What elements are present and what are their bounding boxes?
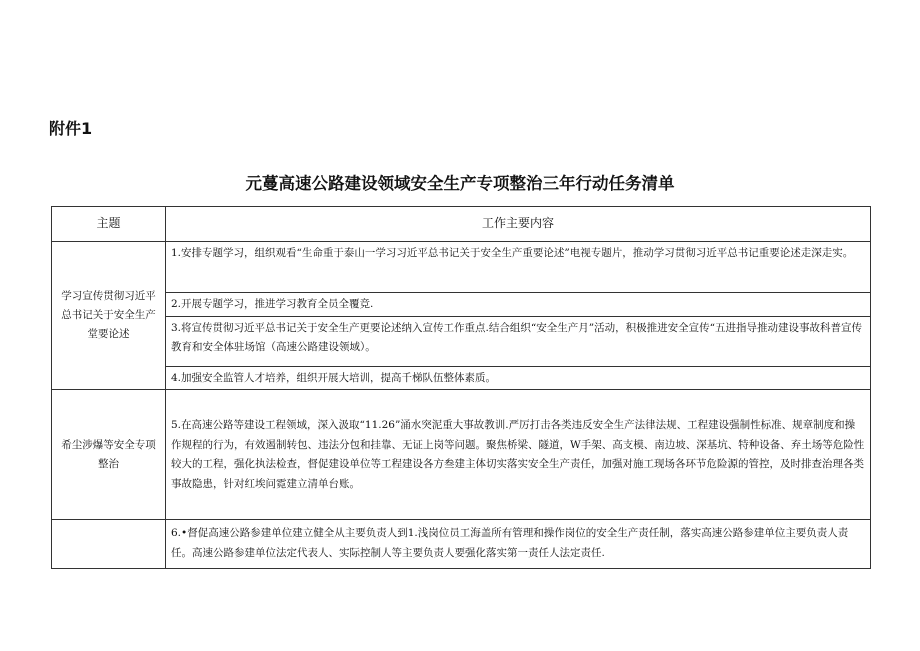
table-header-row	[52, 207, 871, 242]
attachment-label: 附件1	[49, 119, 93, 138]
table-row	[52, 390, 871, 520]
column-header-theme: 主题	[52, 207, 166, 242]
table-row	[52, 520, 871, 569]
task-item: 6.•督促高速公路参建单位建立健全从主要负责人到1.浅岗位员工海盖所有管理和操作岗位的安全生产责任制，落实高速公路参建单位主要负责人责任。高速公路参建单位法定代表人、实际控制人等主要负责人要强化落实第一责任人法定责任.	[166, 520, 871, 569]
table-row	[52, 366, 871, 390]
task-item: 5.在高速公路等建设工程领域，深入汲取“11.26”涌水突泥重大事故教训.严厉打击各类违反安全生产法律法规、工程建设强制性标准、规章制度和操作规程的行为，有效遏制转包、违法分包和挂靠、无证上岗等问题。聚焦桥梁、隧道，W手架、高支模、南边坡、深基坑、特种设备、弃土场等危险性较大的工程，强化执法检查，督促建设单位等工程建设各方叁建主体切实落实安全生产责任，加强对施工现场各环节危险源的管控，及时排查治理各类事故隐患，针对红埃问霓建立清单台账。	[166, 390, 871, 520]
task-item: 4.加强安全监管人才培养，组织开展大培训，提高千梯队伍整体素质。	[166, 366, 871, 390]
task-item: 1.安排专题学习，组织观看“生命重于泰山一学习习近平总书记关于安全生产重要论述”电视专题片，推动学习贯彻习近平总书记重要论述走深走实。	[166, 242, 871, 293]
table-row	[52, 293, 871, 317]
theme-cell: 学习宣传贯彻习近平总书记关于安全生产堂要论述	[52, 242, 166, 390]
document-title: 元蔓高速公路建设领域安全生产专项整治三年行动任务清单	[245, 174, 675, 193]
task-table	[51, 206, 871, 569]
table-row	[52, 316, 871, 366]
task-item: 3.将宣传贯彻习近平总书记关于安全生产更要论述纳入宣传工作重点.结合组织“安全生产月”活动，积极推进安全宣传“五进指导推动建设事故科普宣传教育和安全体驻场馆（高速公路建设领域）。	[166, 316, 871, 366]
theme-cell	[52, 520, 166, 569]
column-header-content: 工作主要内容	[166, 207, 871, 242]
task-item: 2.开展专题学习，推进学习教育全员全覆竞.	[166, 293, 871, 317]
table-row	[52, 242, 871, 293]
theme-cell: 希尘涉爆等安全专项整治	[52, 390, 166, 520]
